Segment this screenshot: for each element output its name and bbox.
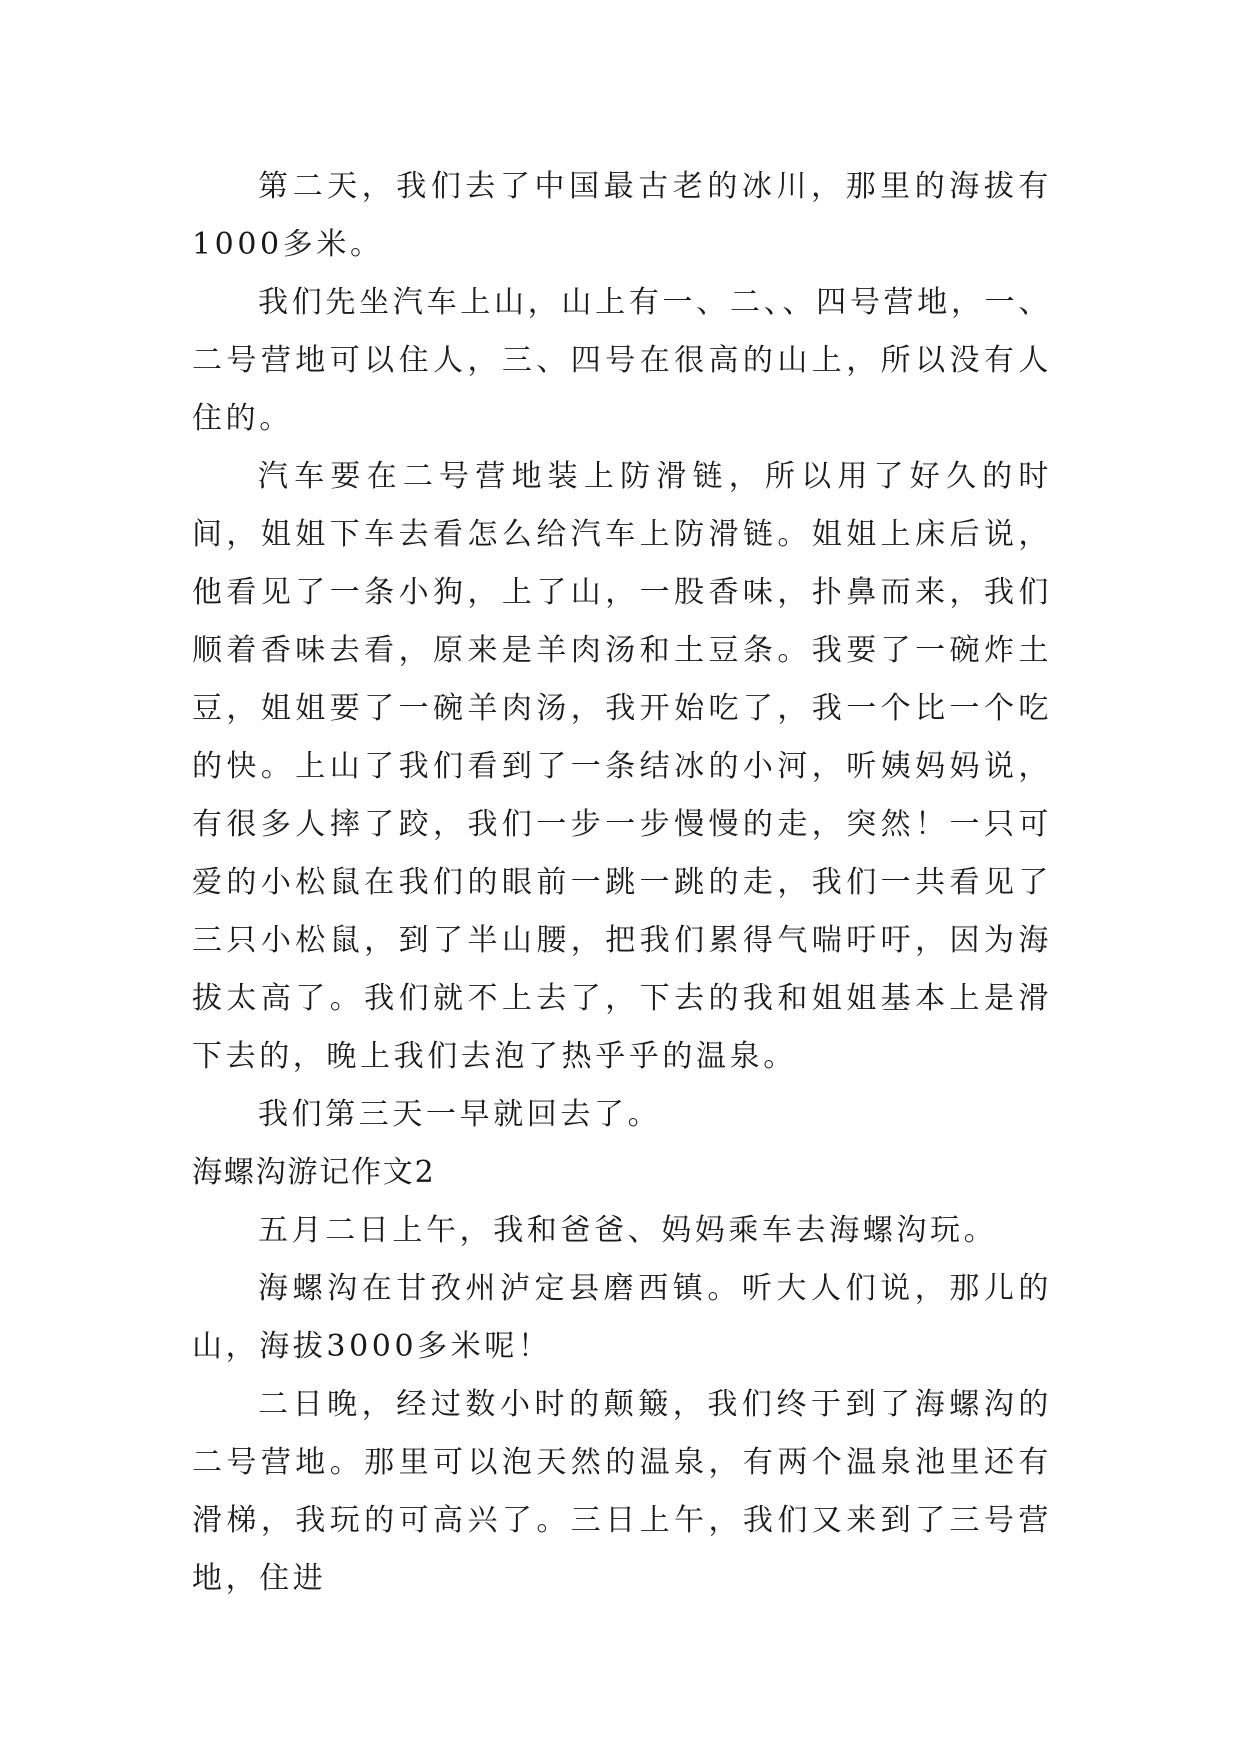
document-body: [192, 158, 1052, 1608]
paragraph-campsites: 我们先坐汽车上山，山上有一、二、、四号营地，一、二号营地可以住人，三、四号在很高的山上，所以没有人住的。: [192, 285, 1052, 436]
paragraph-return: 我们第三天一早就回去了。: [258, 1097, 662, 1132]
paragraph-departure: 五月二日上午，我和爸爸、妈妈乘车去海螺沟玩。: [258, 1213, 998, 1248]
paragraph-mountain-trip: 汽车要在二号营地装上防滑链，所以用了好久的时间，姐姐下车去看怎么给汽车上防滑链。姐姐上床后说，他看见了一条小狗，上了山，一股香味，扑鼻而来，我们顺着香味去看，原来是羊肉汤和土豆条。我要了一碗炸土豆，姐姐要了一碗羊肉汤，我开始吃了，我一个比一个吃的快。上山了我们看到了一条结冰的小河，听姨妈妈说，有很多人摔了跤，我们一步一步慢慢的走，突然！一只可爱的小松鼠在我们的眼前一跳一跳的走，我们一共看见了三只小松鼠，到了半山腰，把我们累得气喘吁吁，因为海拔太高了。我们就不上去了，下去的我和姐姐基本上是滑下去的，晚上我们去泡了热乎乎的温泉。: [192, 459, 1052, 1074]
paragraph-location: 海螺沟在甘孜州泸定县磨西镇。听大人们说，那儿的山，海拔3000多米呢！: [192, 1271, 1052, 1364]
section-heading: 海螺沟游记作文2: [192, 1155, 436, 1190]
paragraph-glacier-intro: 第二天，我们去了中国最古老的冰川，那里的海拔有1000多米。: [192, 169, 1052, 262]
paragraph-hot-springs: 二日晚，经过数小时的颠簸，我们终于到了海螺沟的二号营地。那里可以泡天然的温泉，有两个温泉池里还有滑梯，我玩的可高兴了。三日上午，我们又来到了三号营地，住进: [192, 1387, 1052, 1596]
